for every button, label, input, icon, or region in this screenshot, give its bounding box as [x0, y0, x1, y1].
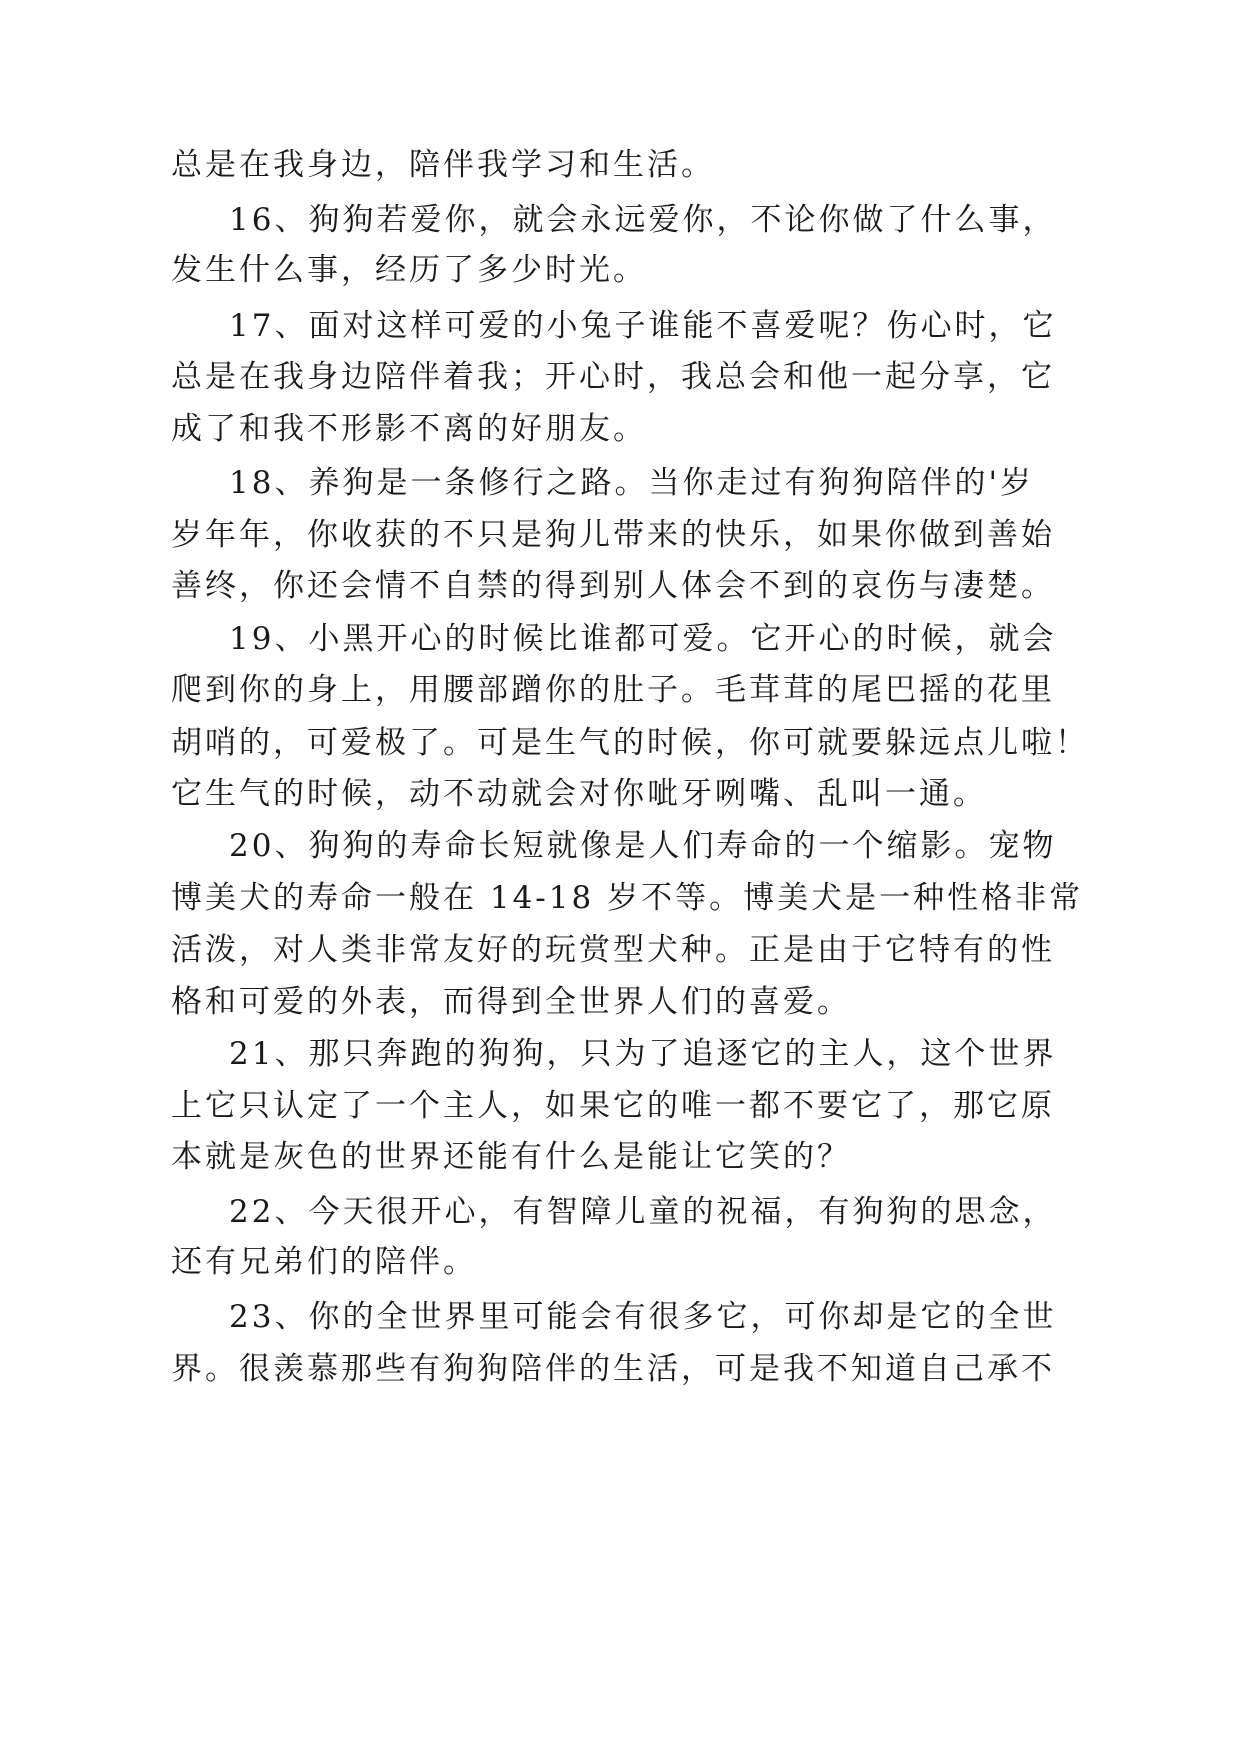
text-line: 23、你的全世界里可能会有很多它，可你却是它的全世: [229, 1299, 1057, 1335]
text-line: 本就是灰色的世界还能有什么是能让它笑的？: [171, 1139, 851, 1175]
text-line: 上它只认定了一个主人，如果它的唯一都不要它了，那它原: [171, 1088, 1055, 1124]
text-line: 还有兄弟们的陪伴。: [171, 1244, 477, 1280]
text-line: 胡哨的，可爱极了。可是生气的时候，你可就要躲远点儿啦！: [171, 725, 1089, 761]
text-line: 发生什么事，经历了多少时光。: [171, 252, 647, 288]
text-line: 爬到你的身上，用腰部蹭你的肚子。毛茸茸的尾巴摇的花里: [171, 672, 1055, 708]
text-line: 界。很羡慕那些有狗狗陪伴的生活，可是我不知道自己承不: [171, 1351, 1055, 1387]
text-line: 格和可爱的外表，而得到全世界人们的喜爱。: [171, 984, 851, 1020]
text-line: 19、小黑开心的时候比谁都可爱。它开心的时候，就会: [229, 621, 1057, 657]
text-line: 21、那只奔跑的狗狗，只为了追逐它的主人，这个世界: [229, 1036, 1057, 1072]
text-line: 20、狗狗的寿命长短就像是人们寿命的一个缩影。宠物: [229, 828, 1057, 864]
text-line: 博美犬的寿命一般在 14-18 岁不等。博美犬是一种性格非常: [171, 880, 1084, 916]
text-line: 善终，你还会情不自禁的得到别人体会不到的哀伤与凄楚。: [171, 568, 1055, 604]
text-line: 17、面对这样可爱的小兔子谁能不喜爱呢？伤心时，它: [229, 308, 1057, 344]
text-line: 它生气的时候，动不动就会对你呲牙咧嘴、乱叫一通。: [171, 776, 987, 812]
text-line: 18、养狗是一条修行之路。当你走过有狗狗陪伴的'岁: [229, 465, 1034, 501]
text-line: 22、今天很开心，有智障儿童的祝福，有狗狗的思念，: [229, 1194, 1057, 1230]
text-line: 总是在我身边陪伴着我；开心时，我总会和他一起分享，它: [171, 359, 1055, 395]
text-line: 活泼，对人类非常友好的玩赏型犬种。正是由于它特有的性: [171, 932, 1055, 968]
text-line: 16、狗狗若爱你，就会永远爱你，不论你做了什么事，: [229, 202, 1057, 238]
text-line: 岁年年，你收获的不只是狗儿带来的快乐，如果你做到善始: [171, 517, 1055, 553]
text-line: 总是在我身边，陪伴我学习和生活。: [171, 147, 715, 183]
text-line: 成了和我不形影不离的好朋友。: [171, 411, 647, 447]
